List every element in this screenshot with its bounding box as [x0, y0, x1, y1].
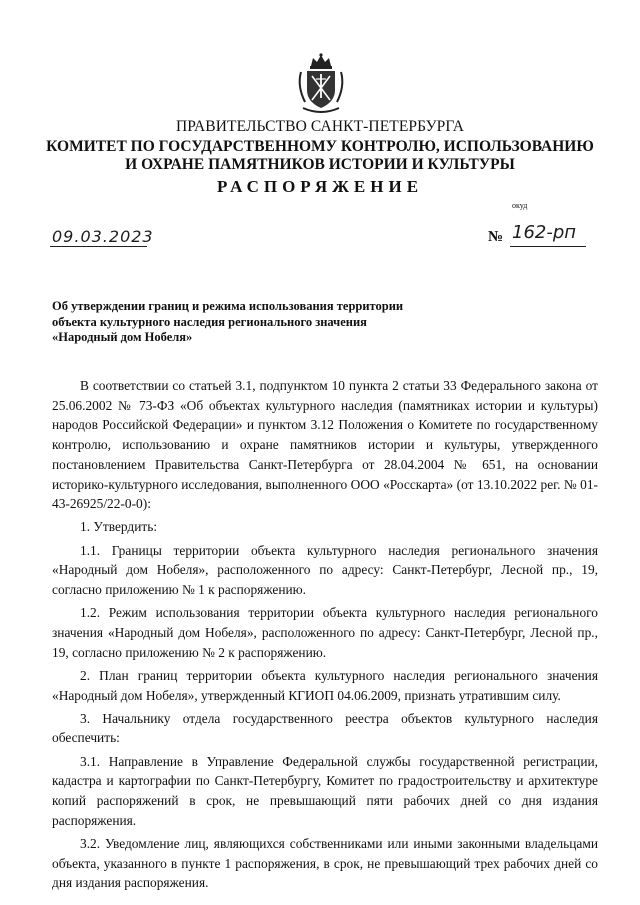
- item-3-1: 3.1. Направление в Управление Федеральной службы государственной регистрации, кадастра и картографии по Санкт-Петербургу, Комитет по градостроительству и архитектуре копий распоряжений в срок, не превышающий пяти рабочих дней со дня издания распоряжения.: [52, 753, 598, 828]
- item-1-2: 1.2. Режим использования территории объекта культурного наследия регионального значения «Народный дом Нобеля», расположенного по адресу: Санкт-Петербург, Лесной пр., 19, согласно приложению № 2 к распоряжению.: [52, 605, 598, 660]
- date-underline: [50, 246, 147, 247]
- number-underline: [510, 246, 586, 247]
- document-number: 162-рп: [512, 222, 577, 243]
- item-3-2: 3.2. Уведомление лиц, являющихся собственниками или иными законными владельцами объекта, указанного в пункте 1 распоряжения, в срок, не превышающий трех рабочих дней со дня издания распоряжения.: [52, 835, 598, 891]
- item-1: 1. Утвердить:: [80, 519, 158, 535]
- document-date: 09.03.2023: [52, 227, 154, 246]
- document-body: [52, 376, 598, 897]
- government-name: ПРАВИТЕЛЬСТВО САНКТ-ПЕТЕРБУРГА: [175, 118, 465, 135]
- item-1-1: 1.1. Границы территории объекта культурного наследия регионального значения «Народный дом Нобеля», расположенного по адресу: Санкт-Петербург, Лесной пр., 19, согласно приложению № 1 к распоряжению.: [52, 542, 598, 598]
- item-3: 3. Начальнику отдела государственного реестра объектов культурного наследия обеспечить:: [52, 710, 598, 746]
- committee-line-1: КОМИТЕТ ПО ГОСУДАРСТВЕННОМУ КОНТРОЛЮ, ИСПОЛЬЗОВАНИЮ: [46, 138, 594, 155]
- document-subject: [52, 299, 452, 346]
- coat-of-arms-icon: [295, 52, 347, 116]
- committee-name: [40, 138, 600, 174]
- subject-line-1: Об утверждении границ и режима использования территории: [52, 299, 404, 313]
- document-type-title: РАСПОРЯЖЕНИЕ: [216, 177, 424, 196]
- number-sign: №: [488, 229, 504, 245]
- item-2: 2. План границ территории объекта культурного наследия регионального значения «Народный дом Нобеля», утвержденный КГИОП 04.06.2009, признать утратившим силу.: [52, 667, 598, 703]
- subject-line-2: объекта культурного наследия регионального значения: [52, 314, 367, 329]
- subject-line-3: «Народный дом Нобеля»: [52, 330, 193, 344]
- okud-label: окуд: [512, 201, 528, 210]
- committee-line-2: И ОХРАНЕ ПАМЯТНИКОВ ИСТОРИИ И КУЛЬТУРЫ: [125, 156, 515, 173]
- preamble-paragraph: В соответствии со статьей 3.1, подпунктом 10 пункта 2 статьи 33 Федерального закона от 25.06.2002 № 73-ФЗ «Об объектах культурного наследия (памятниках истории и культуры) народов Российской Федерации» и пунктом 3.12 Положения о Комитете по государственному контролю, использованию и охране памятников истории и культуры, утвержденного постановлением Правительства Санкт-Петербурга от 28.04.2004 № 651, на основании историко-культурного исследования, выполненного ООО «Росскарта» (от 13.10.2022 рег. № 01-43-26925/22-0-0):: [52, 378, 598, 512]
